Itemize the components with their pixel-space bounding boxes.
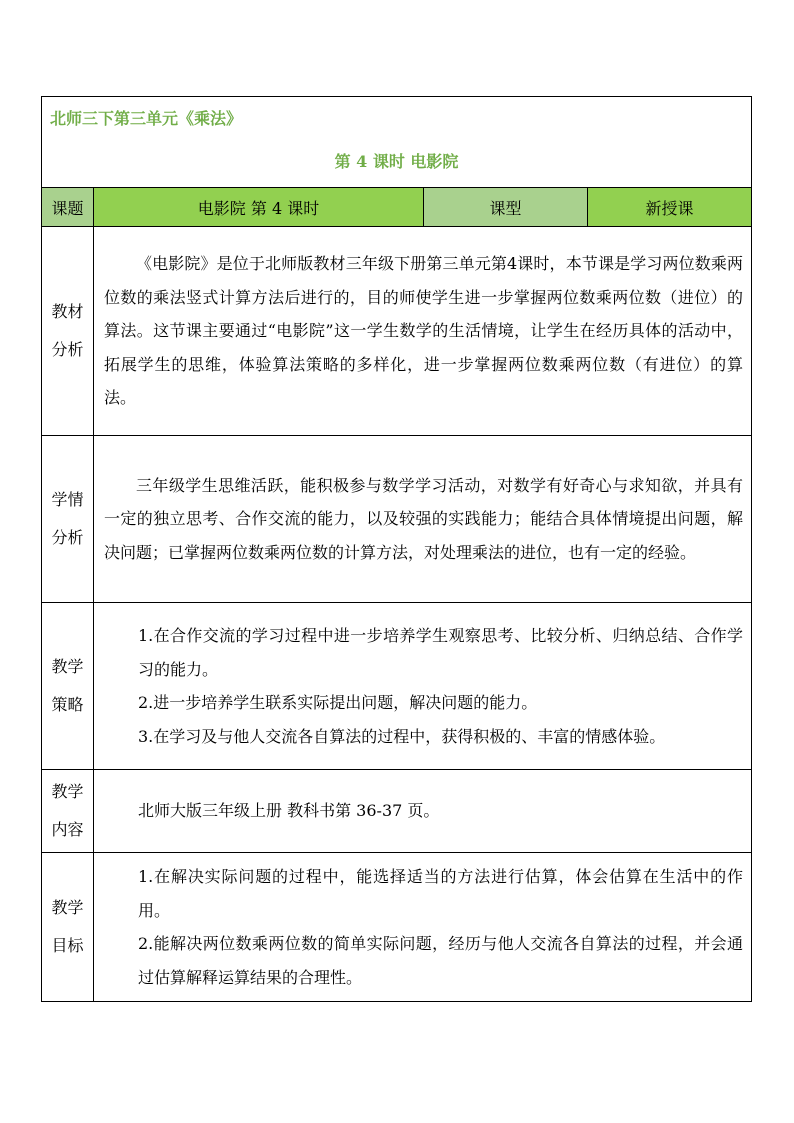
info-row	[42, 188, 752, 227]
section-content	[94, 770, 752, 853]
section-item: 北师大版三年级上册 教科书第 36-37 页。	[138, 801, 440, 821]
lesson-title: 第 4 课时 电影院	[334, 152, 459, 171]
section-content	[94, 436, 752, 603]
section-label-line: 教学	[51, 898, 84, 917]
header-cell	[42, 97, 752, 188]
section-row-teaching-content	[42, 770, 752, 853]
type-label: 课型	[424, 188, 588, 227]
section-label-line: 策略	[51, 695, 84, 714]
section-label-line: 分析	[51, 528, 84, 547]
section-label	[42, 603, 94, 770]
section-row-student-analysis	[42, 436, 752, 603]
section-row-teaching-strategy	[42, 603, 752, 770]
section-label-line: 目标	[51, 936, 84, 955]
section-content	[94, 603, 752, 770]
lesson-plan-table	[41, 96, 752, 1002]
header-row	[42, 97, 752, 188]
section-label-line: 学情	[51, 490, 84, 509]
section-paragraph: 三年级学生思维活跃，能积极参与数学学习活动，对数学有好奇心与求知欲，并具有一定的独立思考、合作交流的能力，以及较强的实践能力；能结合具体情境提出问题，解决问题；已掌握两位数乘两位数的计算方法，对处理乘法的进位，也有一定的经验。	[104, 475, 743, 562]
section-label	[42, 227, 94, 436]
section-item: 2.进一步培养学生联系实际提出问题，解决问题的能力。	[138, 693, 538, 712]
lesson-plan-sheet	[41, 96, 751, 1002]
section-row-textbook-analysis	[42, 227, 752, 436]
section-item: 1.在解决实际问题的过程中，能选择适当的方法进行估算，体会估算在生活中的作用。	[138, 867, 743, 920]
section-content	[94, 227, 752, 436]
series-title: 北师三下第三单元《乘法》	[50, 109, 243, 128]
section-item: 1.在合作交流的学习过程中进一步培养学生观察思考、比较分析、归纳总结、合作学习的能力。	[138, 626, 743, 679]
section-label-line: 内容	[51, 820, 84, 839]
section-label-line: 分析	[51, 340, 84, 359]
topic-label: 课题	[42, 188, 94, 227]
topic-value: 电影院 第 4 课时	[94, 188, 424, 227]
section-label	[42, 436, 94, 603]
section-paragraph: 《电影院》是位于北师版教材三年级下册第三单元第4课时，本节课是学习两位数乘两位数的乘法竖式计算方法后进行的，目的师使学生进一步掌握两位数乘两位数（进位）的算法。这节课主要通过“电影院”这一学生数学的生活情境，让学生在经历具体的活动中，拓展学生的思维，体验算法策略的多样化，进一步掌握两位数乘两位数（有进位）的算法。	[104, 254, 743, 408]
section-content	[94, 853, 752, 1002]
section-label	[42, 853, 94, 1002]
section-label-line: 教学	[51, 657, 84, 676]
type-value: 新授课	[588, 188, 752, 227]
section-label	[42, 770, 94, 853]
section-item: 2.能解决两位数乘两位数的简单实际问题，经历与他人交流各自算法的过程，并会通过估算解释运算结果的合理性。	[138, 934, 743, 987]
section-item: 3.在学习及与他人交流各自算法的过程中，获得积极的、丰富的情感体验。	[138, 726, 666, 746]
section-label-line: 教学	[51, 782, 84, 801]
section-row-teaching-goals	[42, 853, 752, 1002]
section-label-line: 教材	[51, 302, 84, 321]
